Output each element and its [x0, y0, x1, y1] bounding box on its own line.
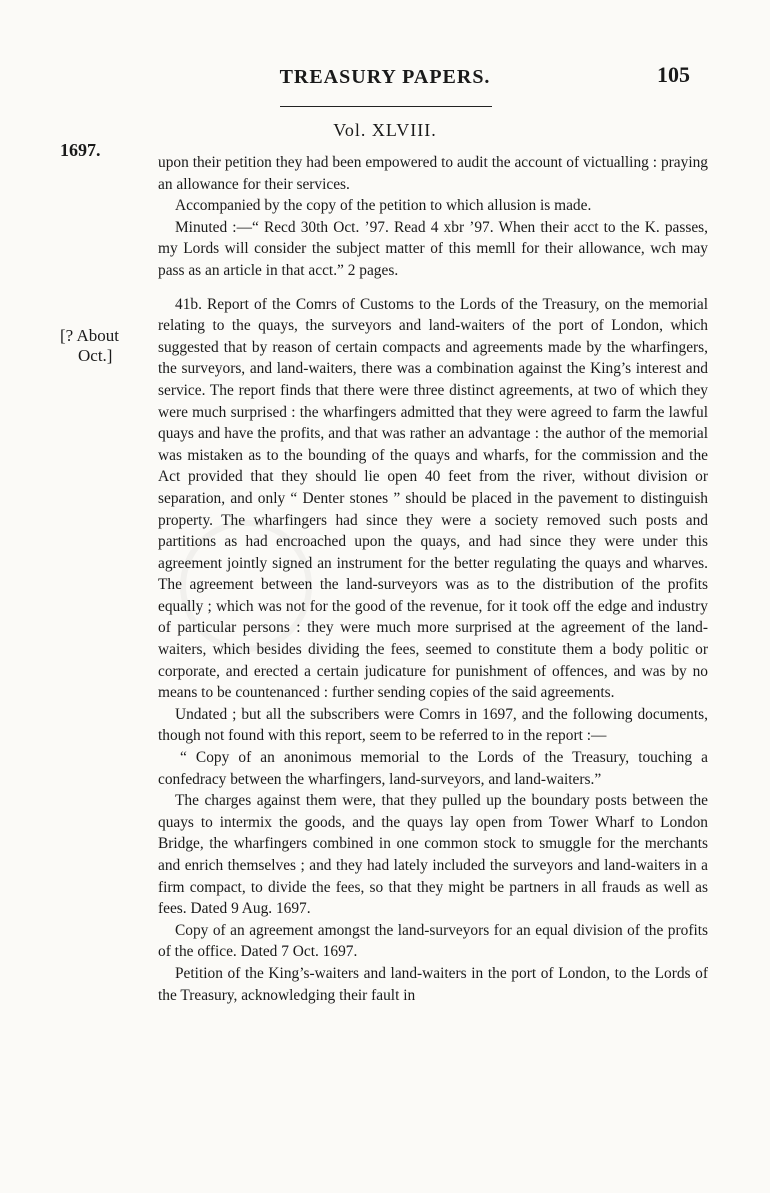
paragraph-land-surveyors-agreement: Copy of an agreement amongst the land-surveyors for an equal division of the profits of the office. Dated 7 Oct. 1697. [158, 921, 708, 961]
paragraph-charges: The charges against them were, that they pulled up the boundary posts between the quays to intermix the goods, and the quays lay open from Tower Wharf to London Bridge, the wharfingers combined in one common stock to smuggle for the merchants and enrich themselves ; and they had lately included the surveyors and land-waiters in a firm compact, to divide the fees, so that they might be partners in all frauds as well as fees. Dated 9 Aug. 1697. [158, 792, 708, 918]
paragraph-minuted: Minuted :—“ Recd 30th Oct. ’97. Read 4 xbr ’97. When their acct to the K. passes, my Lords will consider the subject matter of this memll for their allowance, wch may pass as an article in that acct.” 2 pages. [158, 218, 708, 279]
header-rule [280, 106, 492, 107]
page-number: 105 [657, 62, 690, 87]
paragraph-anonymous-memorial: “ Copy of an anonimous memorial to the Lords of the Treasury, touching a confedracy between the wharfingers, land-surveyors, and land-waiters.” [158, 749, 708, 788]
margin-date-note [60, 326, 119, 366]
margin-date-line-1: [? About [60, 326, 120, 345]
margin-year: 1697. [60, 140, 101, 160]
body-text [158, 152, 708, 1006]
paragraph-report-41b: 41b. Report of the Comrs of Customs to the Lords of the Treasury, on the memorial relating to the quays, the surveyors and land-waiters of the port of London, which suggested that by reason of certain compacts and agreements made by the wharfingers, the surveyors, and land-waiters, there was a combination against the King’s interest and service. The report finds that there were three distinct agreements, at two of which they were much surprised : the wharfingers admitted that they were agreed to farm the lawful quays and have the profits, and that was rather an advantage : the author of the memorial was mistaken as to the bounding of the quays and wharfs, for the commission and the Act provided that they should lie open 40 feet from the river, without division or separation, and only “ Denter stones ” should be placed in the pavement to distinguish property. The wharfingers had since they were a society removed such posts and partitions as had encroached upon the quays, and had since they were under this agreement jointly signed an instrument for the better regulating the quays and wharves. The agreement between the land-surveyors was as to the distribution of the profits equally ; which was not for the good of the revenue, for it took off the edge and industry of particular persons : they were much more surprised at the agreement of the land-waiters, which besides dividing the fees, seemed to constitute them a body politic or corporate, and erected a certain judicature for punishment of offences, and was by no means to be countenanced : further sending copies of the said agreements. [158, 295, 708, 702]
running-header-title: TREASURY PAPERS. [279, 66, 491, 88]
paragraph-undated: Undated ; but all the subscribers were Comrs in 1697, and the following documents, though not found with this report, seem to be referred to in the report :— [158, 705, 708, 745]
margin-date-line-2: Oct.] [78, 346, 113, 365]
paragraph-continuation: upon their petition they had been empowered to audit the account of victualling : praying an allowance for their services. [158, 154, 708, 193]
volume-heading: Vol. XLVIII. [333, 120, 437, 140]
paragraph-petition: Petition of the King’s-waiters and land-waiters in the port of London, to the Lords of the Treasury, acknowledging their fault in [158, 964, 708, 1004]
paragraph-accompanied: Accompanied by the copy of the petition to which allusion is made. [175, 197, 592, 215]
